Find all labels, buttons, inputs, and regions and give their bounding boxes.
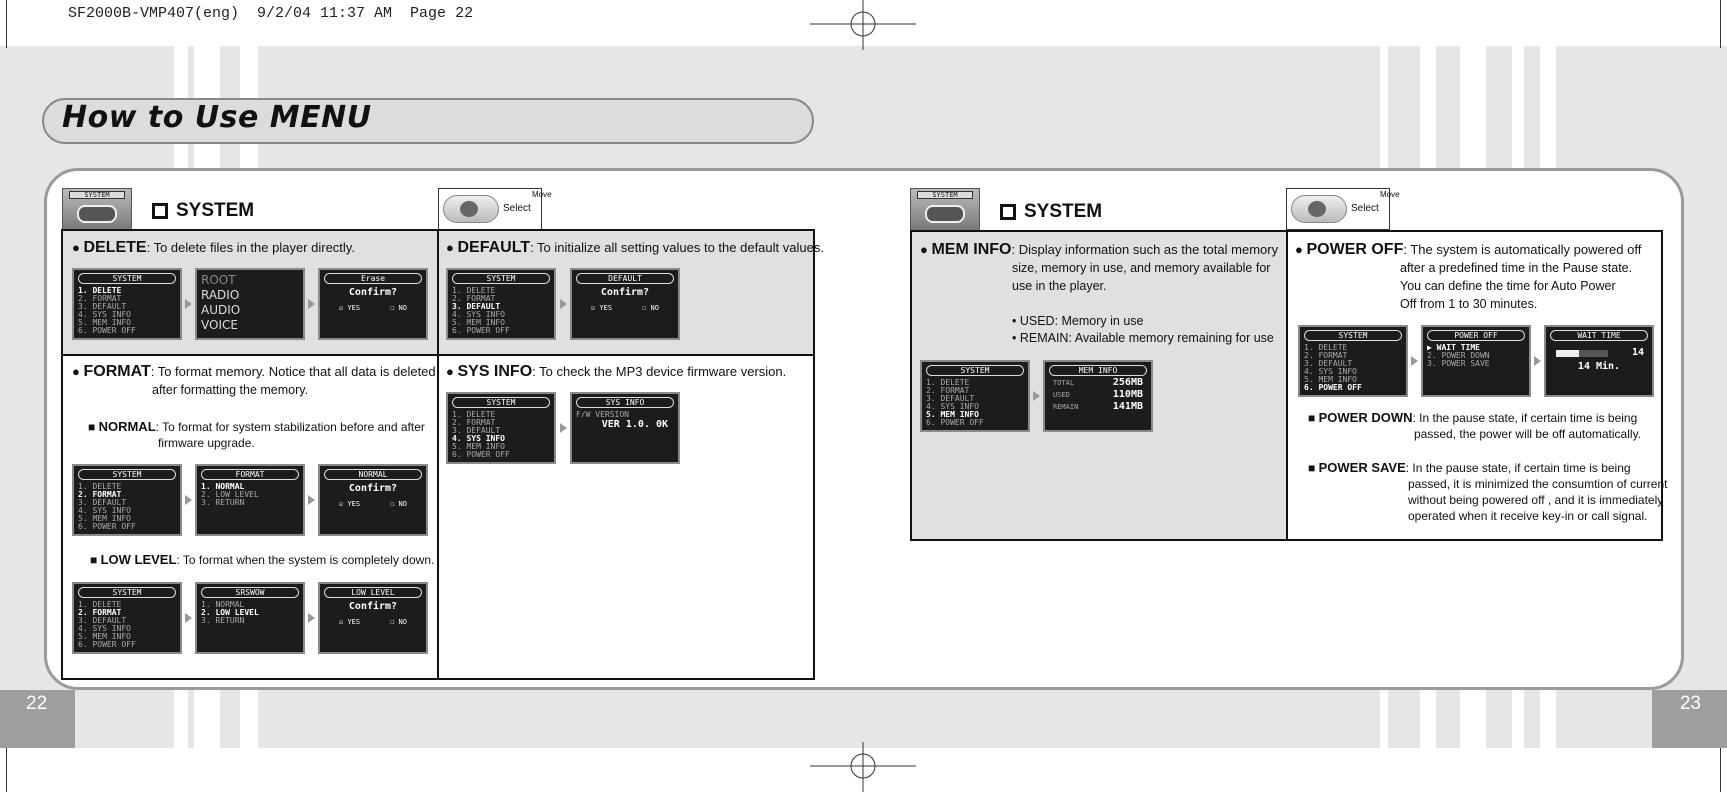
- lcd-item: 1. DELETE: [78, 482, 122, 491]
- yes-option: ☑ YES: [339, 618, 361, 626]
- lcd-title: SYSTEM: [78, 587, 176, 598]
- mem-key: TOTAL: [1053, 379, 1075, 387]
- lcd-item: 6. POWER OFF: [926, 418, 984, 427]
- lcd-item: 1. NORMAL: [201, 482, 245, 491]
- system-menu-icon: [62, 188, 132, 232]
- meminfo-remain: • REMAIN: Available memory remaining for use: [1012, 331, 1274, 345]
- page-number-right: [1652, 690, 1727, 748]
- poweroff-heading: ● POWER OFF: The system is automatically powered off: [1295, 241, 1642, 258]
- folder-item: AUDIO: [201, 303, 241, 317]
- fw-version-label: F/W VERSION: [576, 410, 629, 419]
- lcd-item: 3. RETURN: [201, 616, 245, 625]
- select-move-icon: [1286, 188, 1400, 230]
- lcd-confirm: Confirm?: [348, 483, 398, 494]
- lcd-item-selected: ▶ WAIT TIME: [1427, 343, 1480, 352]
- lcd-system-default: [446, 268, 556, 340]
- grid-divider: [1286, 230, 1288, 541]
- meminfo-desc-3: use in the player.: [1012, 279, 1107, 293]
- lcd-item: 1. NORMAL: [201, 600, 245, 609]
- lcd-item: 5. MEM INFO: [452, 318, 505, 327]
- player-icon: [925, 205, 965, 223]
- powersave-heading: ■ POWER SAVE: In the pause state, if certain time is being: [1308, 460, 1631, 475]
- arrow-icon: [560, 423, 567, 433]
- format-desc-1: : To format memory. Notice that all data is deleted: [150, 364, 436, 379]
- section-title-left: [152, 200, 254, 222]
- root-folder-item: ROOT: [201, 273, 236, 287]
- lcd-title: SYSTEM: [78, 469, 176, 480]
- powerdown-desc-2: passed, the power will be off automatically.: [1414, 427, 1642, 441]
- normal-desc-2: firmware upgrade.: [158, 436, 255, 450]
- no-label: NO: [650, 304, 659, 312]
- jog-key-icon: [1291, 195, 1347, 223]
- no-option: ☐ NO: [390, 618, 407, 626]
- mem-value: 256MB: [1112, 377, 1143, 388]
- lowlevel-desc: : To format when the system is completely down.: [176, 553, 435, 567]
- yes-option: ☑ YES: [339, 304, 361, 312]
- arrow-icon: [1534, 356, 1541, 366]
- normal-term: NORMAL: [98, 419, 156, 434]
- lcd-title: SYSTEM: [452, 397, 550, 408]
- lcd-item: 1. DELETE: [78, 286, 122, 295]
- lcd-item: 1. DELETE: [452, 410, 496, 419]
- format-desc-2: after formatting the memory.: [152, 383, 309, 397]
- lcd-lowlevel-confirm: [318, 582, 428, 654]
- yes-label: YES: [347, 618, 361, 626]
- lcd-erase-confirm: [318, 268, 428, 340]
- meminfo-heading: ● MEM INFO: Display information such as the total memory: [920, 241, 1279, 258]
- powerdown-desc-1: : In the pause state, if certain time is being: [1412, 411, 1638, 425]
- powersave-desc-2: passed, it is minimized the consumtion of current: [1408, 477, 1668, 491]
- delete-heading: ● DELETE: To delete files in the player directly.: [72, 239, 355, 256]
- lcd-format-menu: [195, 464, 305, 536]
- lcd-title: MEM INFO: [1049, 365, 1147, 376]
- yes-option: ☑ YES: [591, 304, 613, 312]
- yes-label: YES: [347, 304, 361, 312]
- powerdown-heading: ■ POWER DOWN: In the pause state, if certain time is being: [1308, 410, 1638, 425]
- system-menu-icon: [910, 188, 980, 232]
- mem-row-used: [1053, 391, 1143, 399]
- wait-time-value: 14: [1631, 347, 1644, 358]
- arrow-icon: [1411, 356, 1418, 366]
- lcd-poweroff-menu: [1421, 325, 1531, 397]
- lowlevel-heading: ■ LOW LEVEL: To format when the system is completely down.: [90, 552, 435, 567]
- arrow-icon: [308, 495, 315, 505]
- mem-value: 141MB: [1112, 401, 1143, 412]
- lcd-item: WAIT TIME: [1436, 343, 1480, 352]
- lcd-item: 1. DELETE: [926, 378, 970, 387]
- lcd-sysinfo: [570, 392, 680, 464]
- lcd-title: NORMAL: [324, 469, 422, 480]
- lcd-item: 2. LOW LEVEL: [201, 608, 259, 617]
- mem-key: USED: [1053, 391, 1070, 399]
- lcd-item: 2. FORMAT: [78, 608, 122, 617]
- lcd-item: 5. MEM INFO: [452, 442, 505, 451]
- no-label: NO: [398, 618, 407, 626]
- normal-heading: ■ NORMAL: To format for system stabilization before and after: [88, 419, 425, 434]
- lcd-title: POWER OFF: [1427, 330, 1525, 341]
- lcd-item: 5. MEM INFO: [926, 410, 979, 419]
- lcd-title: SYS INFO: [576, 397, 674, 408]
- section-title-text: SYSTEM: [176, 200, 255, 221]
- poweroff-desc-1: : The system is automatically powered off: [1403, 242, 1642, 257]
- lowlevel-term: LOW LEVEL: [100, 552, 177, 567]
- lcd-default-confirm: [570, 268, 680, 340]
- lcd-item: 3. DEFAULT: [926, 394, 975, 403]
- powersave-desc-1: : In the pause state, if certain time is being: [1405, 461, 1631, 475]
- folder-item: VOICE: [201, 318, 238, 332]
- lcd-waittime: [1544, 325, 1654, 397]
- format-heading: ● FORMAT: To format memory. Notice that all data is deleted: [72, 363, 436, 380]
- lcd-title: SRSWOW: [201, 587, 299, 598]
- lcd-item: 2. LOW LEVEL: [201, 490, 259, 499]
- registration-mark-top: [810, 0, 916, 50]
- mem-key: REMAIN: [1053, 403, 1079, 411]
- crop-mark: [1720, 746, 1721, 792]
- yes-option: ☑ YES: [339, 500, 361, 508]
- mem-value: 110MB: [1112, 389, 1143, 400]
- no-option: ☐ NO: [642, 304, 659, 312]
- page-number-left-text: 22: [26, 693, 48, 714]
- print-slug: SF2000B-VMP407(eng) 9/2/04 11:37 AM Page 22: [68, 5, 474, 22]
- arrow-icon: [185, 613, 192, 623]
- select-label: Select: [503, 203, 531, 214]
- grid-divider: [437, 229, 439, 680]
- meminfo-desc-2: size, memory in use, and memory available for: [1012, 261, 1271, 275]
- delete-term: DELETE: [83, 239, 147, 256]
- lcd-item: 2. FORMAT: [452, 418, 496, 427]
- registration-mark-bottom: [810, 742, 916, 792]
- wait-time-bar: [1556, 350, 1608, 357]
- format-term: FORMAT: [83, 363, 151, 380]
- select-move-icon: [438, 188, 552, 230]
- lcd-item: 2. FORMAT: [78, 294, 122, 303]
- jog-key-icon: [443, 195, 499, 223]
- system-square-icon: [152, 203, 168, 219]
- poweroff-desc-2: after a predefined time in the Pause state.: [1400, 261, 1633, 275]
- lcd-item: 3. DEFAULT: [452, 426, 501, 435]
- lcd-item: 3. DEFAULT: [452, 302, 501, 311]
- powerdown-term: POWER DOWN: [1318, 410, 1413, 425]
- no-option: ☐ NO: [390, 500, 407, 508]
- lcd-root-folders: [195, 268, 305, 340]
- lcd-srswow-menu: [195, 582, 305, 654]
- lcd-item: 4. SYS INFO: [78, 624, 131, 633]
- lcd-item: 3. DEFAULT: [78, 302, 127, 311]
- move-label: Move: [1380, 190, 1400, 199]
- lcd-item: 6. POWER OFF: [1304, 383, 1362, 392]
- powersave-term: POWER SAVE: [1318, 460, 1406, 475]
- wait-time-row: [1556, 349, 1644, 357]
- poweroff-desc-4: Off from 1 to 30 minutes.: [1400, 297, 1538, 311]
- lcd-item: 3. DEFAULT: [78, 616, 127, 625]
- folder-item: RADIO: [201, 288, 240, 302]
- lcd-title: SYSTEM: [452, 273, 550, 284]
- delete-desc: : To delete files in the player directly.: [146, 240, 355, 255]
- fw-version-value: VER 1.0. 0K: [601, 419, 668, 430]
- default-heading: ● DEFAULT: To initialize all setting values to the default values.: [446, 239, 824, 256]
- page-number-left: [0, 690, 75, 748]
- section-title-text: SYSTEM: [1024, 201, 1103, 222]
- yes-label: YES: [599, 304, 613, 312]
- lcd-item: 2. POWER DOWN: [1427, 351, 1490, 360]
- powersave-desc-3: without being powered off , and it is immediately: [1408, 493, 1664, 507]
- lcd-system-sysinfo: [446, 392, 556, 464]
- lcd-title: DEFAULT: [576, 273, 674, 284]
- lcd-meminfo: [1043, 360, 1153, 432]
- lcd-item: 4. SYS INFO: [78, 310, 131, 319]
- lcd-item: 4. SYS INFO: [926, 402, 979, 411]
- lcd-title: WAIT TIME: [1550, 330, 1648, 341]
- grid-divider: [61, 354, 815, 356]
- sysinfo-desc: : To check the MP3 device firmware version.: [532, 364, 787, 379]
- wait-time-bar-fill: [1556, 350, 1579, 357]
- lcd-item: 4. SYS INFO: [78, 506, 131, 515]
- meminfo-used: • USED: Memory in use: [1012, 314, 1144, 328]
- lcd-item: 3. DEFAULT: [1304, 359, 1353, 368]
- no-label: NO: [398, 500, 407, 508]
- lcd-title: Erase: [324, 273, 422, 284]
- arrow-icon: [308, 299, 315, 309]
- lcd-item: 2. FORMAT: [78, 490, 122, 499]
- poweroff-term: POWER OFF: [1306, 241, 1404, 258]
- normal-desc-1: : To format for system stabilization before and after: [155, 420, 425, 434]
- lcd-item: 5. MEM INFO: [78, 318, 131, 327]
- yes-label: YES: [347, 500, 361, 508]
- lcd-item: 3. RETURN: [201, 498, 245, 507]
- crop-mark: [6, 746, 7, 792]
- player-icon: [77, 205, 117, 223]
- lcd-item: 5. MEM INFO: [1304, 375, 1357, 384]
- arrow-icon: [308, 613, 315, 623]
- lcd-item: 1. DELETE: [452, 286, 496, 295]
- lcd-item: 5. MEM INFO: [78, 514, 131, 523]
- lcd-item: 4. SYS INFO: [452, 434, 505, 443]
- arrow-icon: [185, 299, 192, 309]
- lcd-system-format: [72, 464, 182, 536]
- lcd-item: 3. POWER SAVE: [1427, 359, 1490, 368]
- sysinfo-heading: ● SYS INFO: To check the MP3 device firmware version.: [446, 363, 787, 380]
- lcd-item: 4. SYS INFO: [452, 310, 505, 319]
- lcd-item: 3. DEFAULT: [78, 498, 127, 507]
- lcd-system-meminfo: [920, 360, 1030, 432]
- lcd-confirm: Confirm?: [348, 287, 398, 298]
- crop-mark: [1720, 0, 1721, 48]
- lcd-item: 6. POWER OFF: [78, 640, 136, 649]
- lcd-title: FORMAT: [201, 469, 299, 480]
- page-number-right-text: 23: [1679, 693, 1701, 714]
- lcd-system-lowlevel: [72, 582, 182, 654]
- lcd-item: 2. FORMAT: [452, 294, 496, 303]
- system-square-icon: [1000, 204, 1016, 220]
- meminfo-desc-1: : Display information such as the total memory: [1011, 242, 1279, 257]
- sysinfo-term: SYS INFO: [457, 363, 533, 380]
- lcd-item: 6. POWER OFF: [78, 326, 136, 335]
- section-title-right: [1000, 201, 1102, 223]
- select-label: Select: [1351, 203, 1379, 214]
- lcd-item: 1. DELETE: [1304, 343, 1348, 352]
- lcd-item: 6. POWER OFF: [452, 326, 510, 335]
- arrow-icon: [185, 495, 192, 505]
- lcd-item: 6. POWER OFF: [452, 450, 510, 459]
- lcd-title: SYSTEM: [926, 365, 1024, 376]
- arrow-icon: [560, 299, 567, 309]
- move-label: Move: [532, 190, 552, 199]
- lcd-system-poweroff: [1298, 325, 1408, 397]
- poweroff-desc-3: You can define the time for Auto Power: [1400, 279, 1616, 293]
- system-icon-label: SYSTEM: [69, 191, 125, 199]
- lcd-item: 2. FORMAT: [926, 386, 970, 395]
- wait-time-minutes: 14 Min.: [1577, 361, 1621, 372]
- lcd-confirm: Confirm?: [600, 287, 650, 298]
- mem-row-remain: [1053, 403, 1143, 411]
- lcd-item: 1. DELETE: [78, 600, 122, 609]
- lcd-normal-confirm: [318, 464, 428, 536]
- system-icon-label: SYSTEM: [917, 191, 973, 199]
- meminfo-term: MEM INFO: [931, 241, 1012, 258]
- default-desc: : To initialize all setting values to the default values.: [530, 240, 824, 255]
- no-label: NO: [398, 304, 407, 312]
- no-option: ☐ NO: [390, 304, 407, 312]
- lcd-item: 2. FORMAT: [1304, 351, 1348, 360]
- lcd-system-delete: [72, 268, 182, 340]
- mem-row-total: [1053, 379, 1143, 387]
- powersave-desc-4: operated when it receive key-in or call signal.: [1408, 509, 1648, 523]
- default-term: DEFAULT: [457, 239, 531, 256]
- lcd-item: 5. MEM INFO: [78, 632, 131, 641]
- lcd-confirm: Confirm?: [348, 601, 398, 612]
- crop-mark: [6, 0, 7, 48]
- lcd-title: LOW LEVEL: [324, 587, 422, 598]
- page-title: How to Use MENU: [62, 100, 372, 135]
- lcd-item: 4. SYS INFO: [1304, 367, 1357, 376]
- arrow-icon: [1033, 391, 1040, 401]
- lcd-title: SYSTEM: [78, 273, 176, 284]
- lcd-item: 6. POWER OFF: [78, 522, 136, 531]
- lcd-title: SYSTEM: [1304, 330, 1402, 341]
